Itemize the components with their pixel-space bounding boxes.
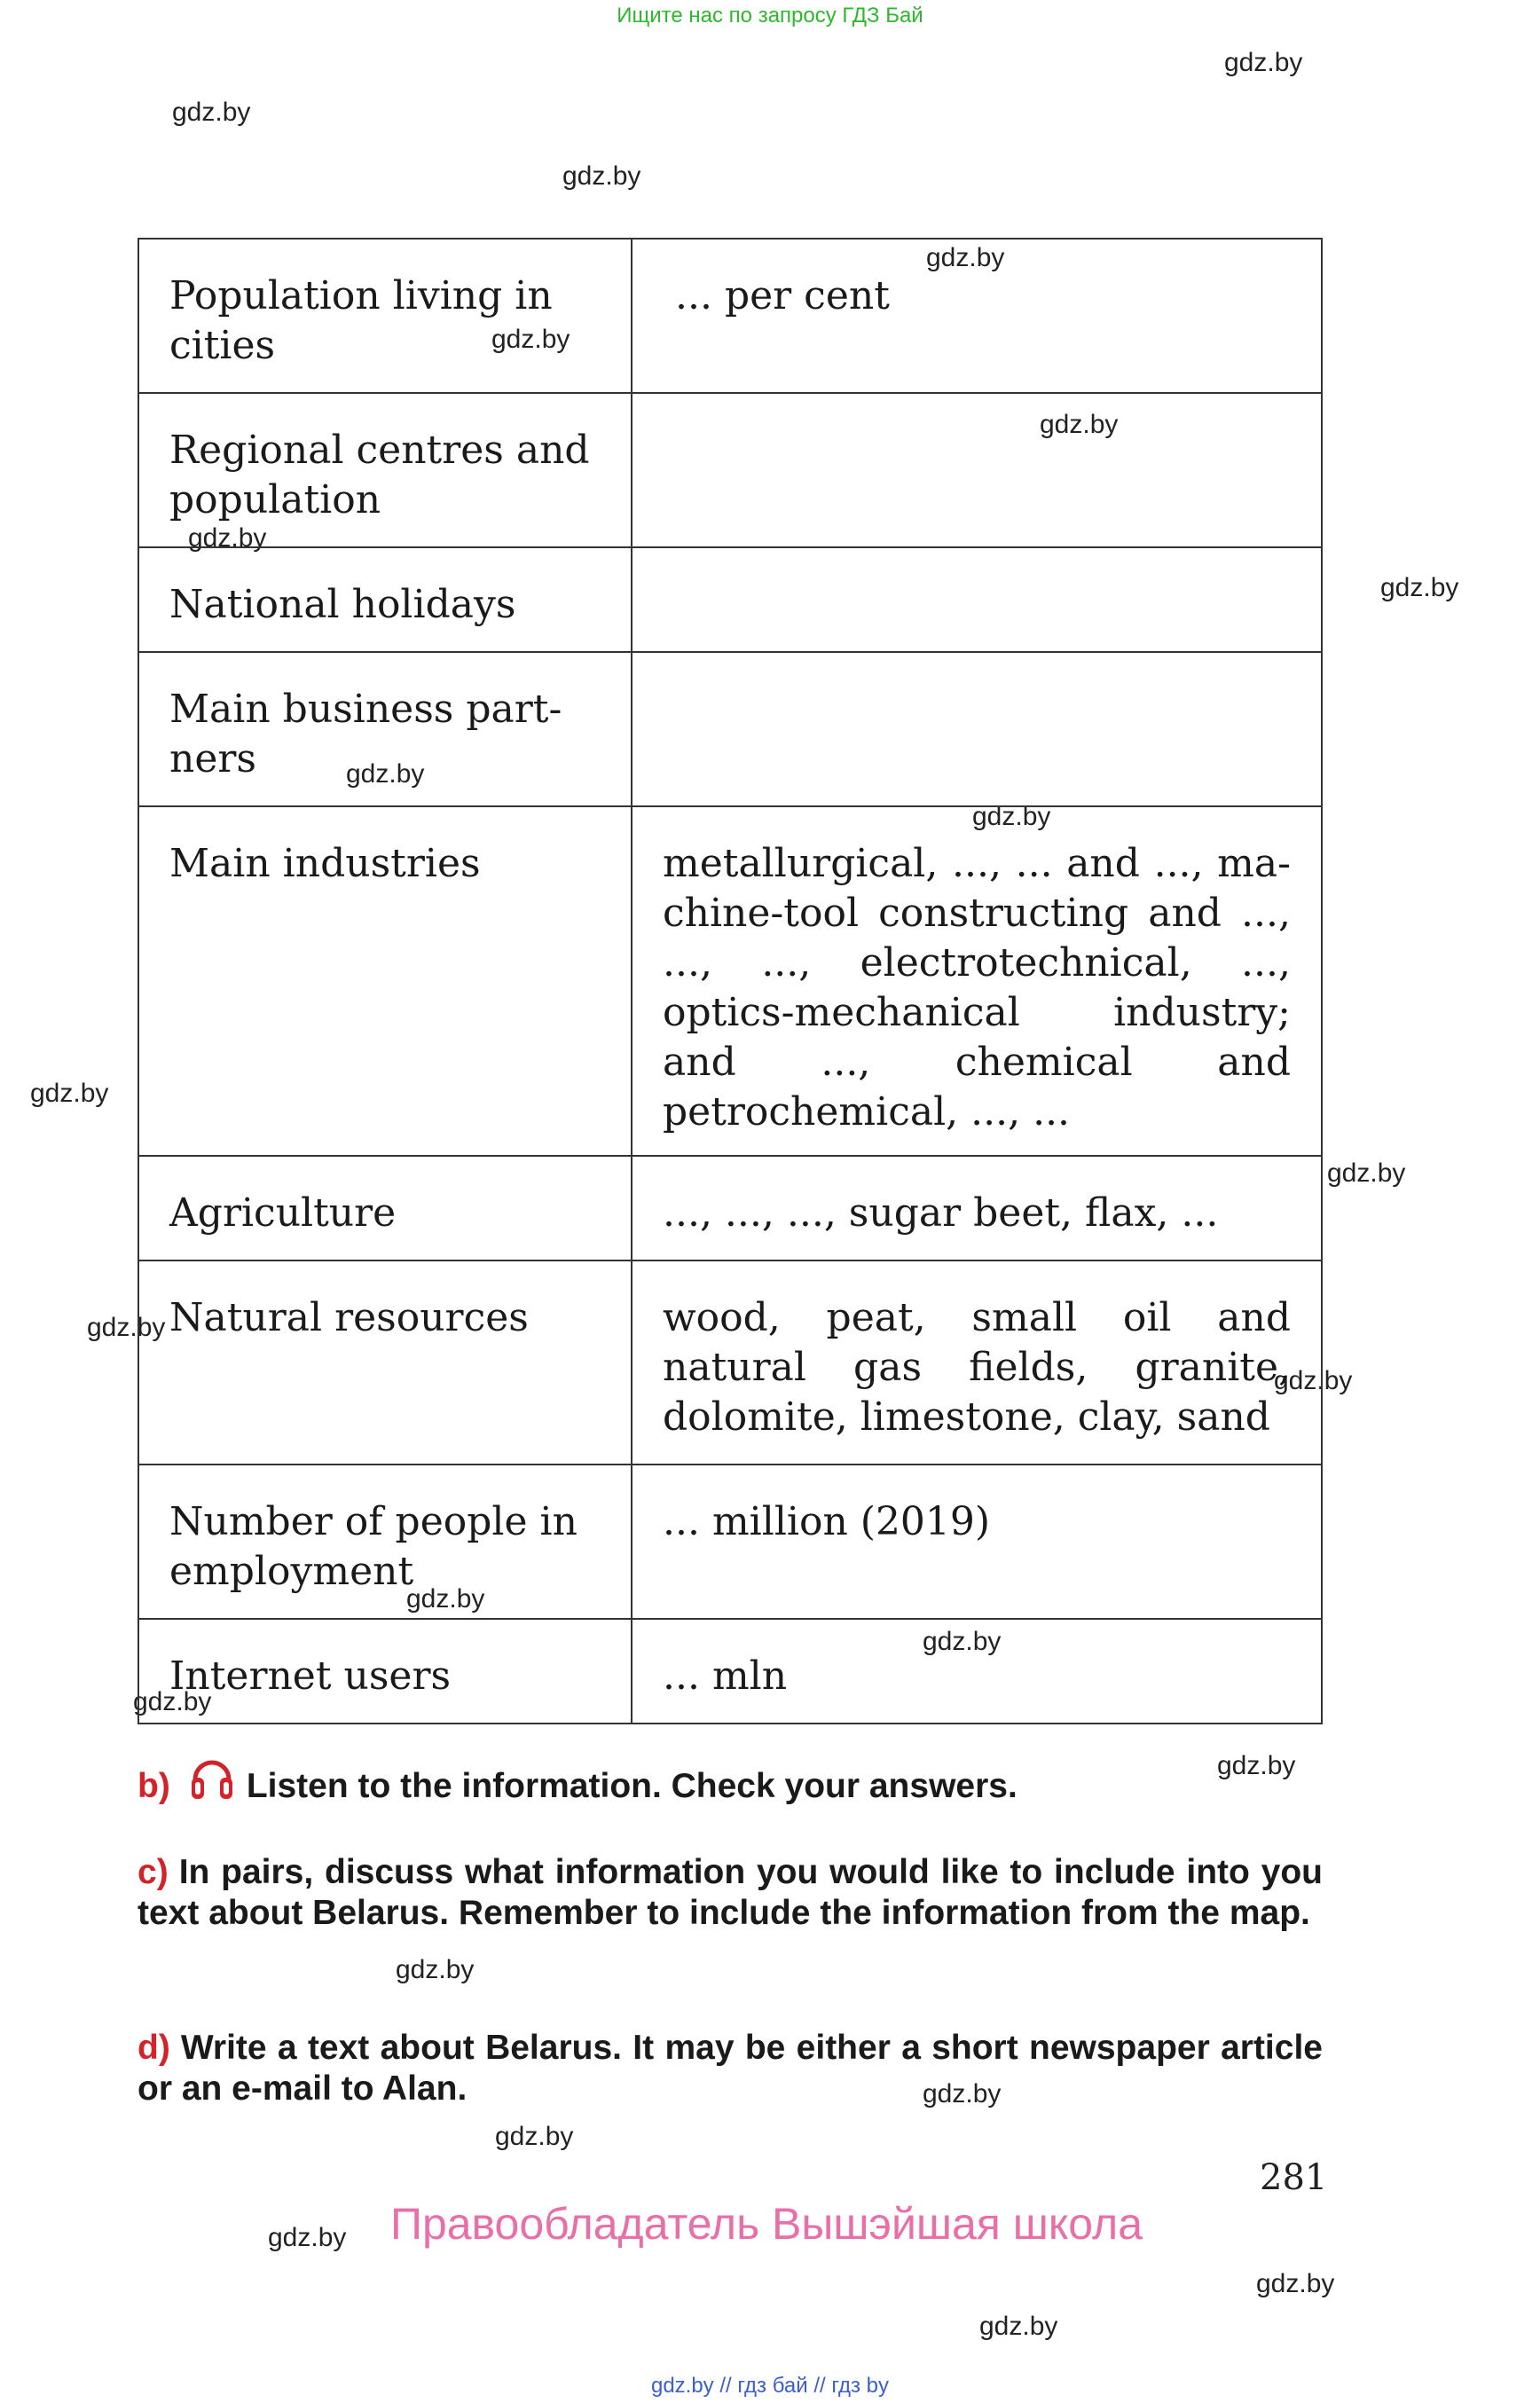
watermark: gdz.by bbox=[1256, 2269, 1335, 2298]
watermark: gdz.by bbox=[1217, 1751, 1296, 1780]
watermark: gdz.by bbox=[188, 523, 267, 553]
table-row bbox=[138, 239, 1322, 393]
top-banner[interactable]: Ищите нас по запросу ГДЗ Бай bbox=[617, 4, 923, 27]
row-value: ... per cent bbox=[632, 239, 1322, 393]
watermark: gdz.by bbox=[87, 1313, 166, 1342]
row-value: wood, peat, small oil and natural gas fields, granite, dolomite, limestone, clay, sand bbox=[632, 1260, 1322, 1465]
table-row bbox=[138, 652, 1322, 806]
row-label: Main industries bbox=[138, 806, 632, 1156]
task-c bbox=[138, 1852, 1323, 1934]
watermark: gdz.by bbox=[396, 1955, 475, 1984]
footer-links[interactable]: gdz.by // гдз бай // гдз by bbox=[650, 2374, 890, 2398]
watermark: gdz.by bbox=[1224, 48, 1303, 77]
row-value: ..., ..., ..., sugar beet, flax, ... bbox=[632, 1156, 1322, 1260]
watermark: gdz.by bbox=[495, 2122, 574, 2151]
task-b bbox=[138, 1753, 1323, 1812]
row-value: metallurgical, ..., ... and ..., ma-chine-tool constructing and ..., ..., ..., electrotechnical, ..., optics-mechanical industry; and ..., chemical and petrochemical, ..., ... bbox=[632, 806, 1322, 1156]
row-label: Natural resources bbox=[138, 1260, 632, 1465]
watermark: gdz.by bbox=[1274, 1366, 1353, 1395]
task-d bbox=[138, 2028, 1323, 2109]
watermark: gdz.by bbox=[406, 1584, 485, 1614]
watermark: gdz.by bbox=[972, 802, 1051, 831]
row-label: Regional centres and population bbox=[138, 393, 632, 547]
row-label: National holidays bbox=[138, 547, 632, 652]
row-value: ... mln bbox=[632, 1619, 1322, 1724]
task-letter: c) bbox=[138, 1853, 169, 1891]
row-label: Population living in cities bbox=[138, 239, 632, 393]
watermark: gdz.by bbox=[30, 1079, 109, 1108]
row-value bbox=[632, 547, 1322, 652]
table-row bbox=[138, 393, 1322, 547]
watermark: gdz.by bbox=[268, 2223, 347, 2252]
watermark: gdz.by bbox=[1380, 573, 1459, 602]
headphones-icon bbox=[188, 1753, 236, 1812]
table-row bbox=[138, 806, 1322, 1156]
table-row bbox=[138, 1260, 1322, 1465]
table-row bbox=[138, 1619, 1322, 1724]
watermark: gdz.by bbox=[133, 1687, 212, 1716]
watermark: gdz.by bbox=[923, 2079, 1002, 2109]
page-number: 281 bbox=[1260, 2157, 1328, 2198]
belarus-info-table bbox=[138, 238, 1323, 1724]
row-value: ... million (2019) bbox=[632, 1465, 1322, 1619]
watermark: gdz.by bbox=[491, 325, 570, 354]
row-label: Number of people in employment bbox=[138, 1465, 632, 1619]
watermark: gdz.by bbox=[346, 759, 425, 789]
watermark: gdz.by bbox=[1327, 1158, 1406, 1188]
row-label: Agriculture bbox=[138, 1156, 632, 1260]
watermark: gdz.by bbox=[562, 161, 641, 191]
table-row bbox=[138, 1156, 1322, 1260]
table-row bbox=[138, 547, 1322, 652]
table-row bbox=[138, 1465, 1322, 1619]
task-letter: d) bbox=[138, 2029, 170, 2067]
watermark: gdz.by bbox=[172, 98, 251, 127]
watermark: gdz.by bbox=[923, 1627, 1002, 1656]
rights-holder: Правообладатель Вышэйшая школа bbox=[390, 2199, 1143, 2249]
row-label: Internet users bbox=[138, 1619, 632, 1724]
row-value bbox=[632, 652, 1322, 806]
watermark: gdz.by bbox=[1040, 410, 1119, 439]
row-value bbox=[632, 393, 1322, 547]
task-text: In pairs, discuss what information you would like to include into you text about Belarus. Remember to include the information from the map. bbox=[138, 1853, 1323, 1932]
watermark: gdz.by bbox=[979, 2312, 1058, 2341]
task-letter: b) bbox=[138, 1767, 170, 1805]
task-text: Listen to the information. Check your answers. bbox=[246, 1767, 1018, 1805]
task-text: Write a text about Belarus. It may be either a short newspaper article or an e-mail to Alan. bbox=[138, 2029, 1323, 2108]
watermark: gdz.by bbox=[926, 243, 1005, 272]
row-label: Main business part-ners bbox=[138, 652, 632, 806]
